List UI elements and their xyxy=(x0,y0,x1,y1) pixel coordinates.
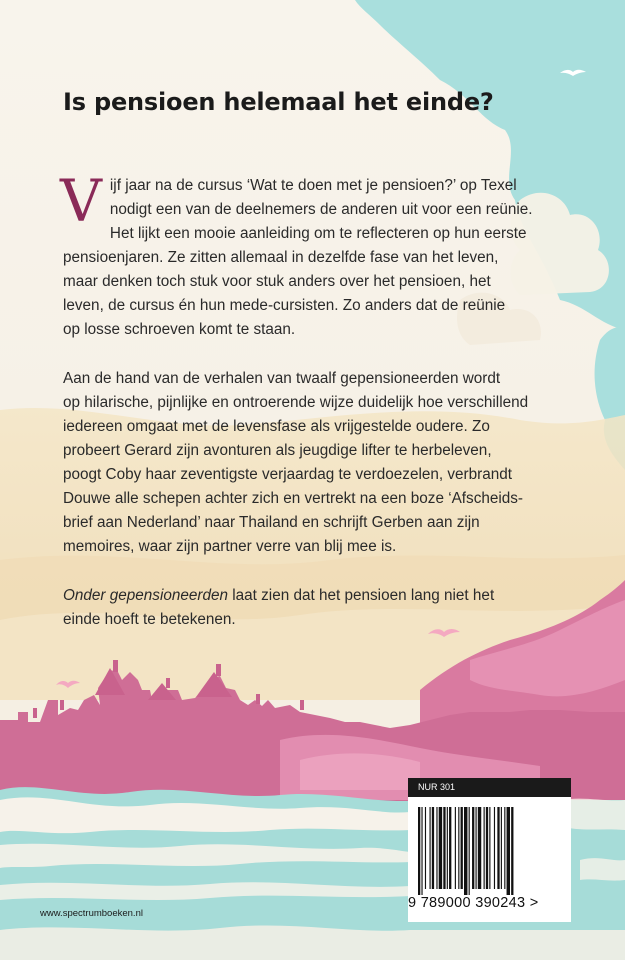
barcode-bar xyxy=(472,807,474,889)
blurb-line: op losse schroeven komt te staan. xyxy=(63,321,296,338)
barcode-bar xyxy=(461,807,463,889)
blurb-line: pensioenjaren. Ze zitten allemaal in dezelfde fase van het leven, xyxy=(63,249,499,266)
barcode-bar xyxy=(511,807,513,895)
blurb-line: einde hoeft te betekenen. xyxy=(63,611,236,628)
blurb-line: leven, de cursus én hun mede-cursisten. Zo anders dat de reünie xyxy=(63,297,506,314)
nur-label: NUR 301 xyxy=(408,778,571,797)
blurb-paragraph-2 xyxy=(63,367,563,559)
barcode-bar xyxy=(478,807,481,889)
blurb-line: Douwe alle schepen achter zich en vertrekt na een boze ‘Afscheids- xyxy=(63,490,524,507)
blurb-line: iedereen omgaat met de levensfase als vrijgestelde oudere. Zo xyxy=(63,418,490,435)
barcode-bar xyxy=(469,807,470,895)
barcode-bar xyxy=(489,807,490,889)
barcode-bar xyxy=(430,807,431,889)
barcode-bar xyxy=(432,807,434,889)
blurb-line: brief aan Nederland’ naar Thailand en schrijft Gerben aan zijn xyxy=(63,514,480,531)
barcode-bar xyxy=(443,807,445,889)
barcode-bar xyxy=(464,807,467,895)
isbn-number: 9 789000 390243 > xyxy=(408,895,539,911)
barcode-bar xyxy=(455,807,456,889)
blurb-line: poogt Coby haar zeventigste verjaardag te verdoezelen, verbrandt xyxy=(63,466,512,483)
blurb-line: probeert Gerard zijn avonturen als jeugdige lifter te herbeleven, xyxy=(63,442,492,459)
blurb-line: op hilarische, pijnlijke en ontroerende wijze duidelijk hoe verschillend xyxy=(63,394,529,411)
blurb-text: laat zien dat het pensioen lang niet het xyxy=(228,587,495,604)
barcode-bar xyxy=(486,807,488,889)
blurb-line xyxy=(63,584,563,608)
blurb-line: ijf jaar na de cursus ‘Wat te doen met je pensioen?’ op Texel xyxy=(109,177,517,194)
barcode-bar xyxy=(436,807,437,889)
barcode-bar xyxy=(504,807,505,889)
barcode-bar xyxy=(484,807,485,889)
barcode-bar xyxy=(494,807,495,889)
barcode-bar xyxy=(425,807,426,889)
barcode-bar xyxy=(439,807,442,889)
barcode-bar xyxy=(458,807,459,889)
headline: Is pensioen helemaal het einde? xyxy=(63,88,494,116)
blurb-line: maar denken toch stuk voor stuk anders over het pensioen, het xyxy=(63,273,491,290)
book-title-italic: Onder gepensioneerden xyxy=(63,587,228,604)
barcode-icon xyxy=(418,807,568,895)
barcode-bar xyxy=(507,807,510,895)
blurb-paragraph-1 xyxy=(60,167,563,342)
barcode-bar xyxy=(497,807,499,889)
blurb-line: Aan de hand van de verhalen van twaalf gepensioneerden wordt xyxy=(63,370,501,387)
barcode-bar xyxy=(449,807,451,889)
barcode-bar xyxy=(418,807,420,895)
blurb-line: memoires, waar zijn partner verre van blij mee is. xyxy=(63,538,397,555)
barcode-bar xyxy=(476,807,477,889)
blurb-line: Het lijkt een mooie aanleiding om te reflecteren op hun eerste xyxy=(109,225,527,242)
barcode-bar xyxy=(501,807,502,889)
publisher-website: www.spectrumboeken.nl xyxy=(40,908,143,919)
blurb-line: nodigt een van de deelnemers de anderen uit voor een reünie. xyxy=(109,201,533,218)
barcode-bar xyxy=(421,807,422,895)
barcode-bar xyxy=(447,807,448,889)
drop-cap: V xyxy=(60,167,102,235)
blurb-paragraph-3 xyxy=(63,584,563,632)
blurb xyxy=(60,167,563,632)
